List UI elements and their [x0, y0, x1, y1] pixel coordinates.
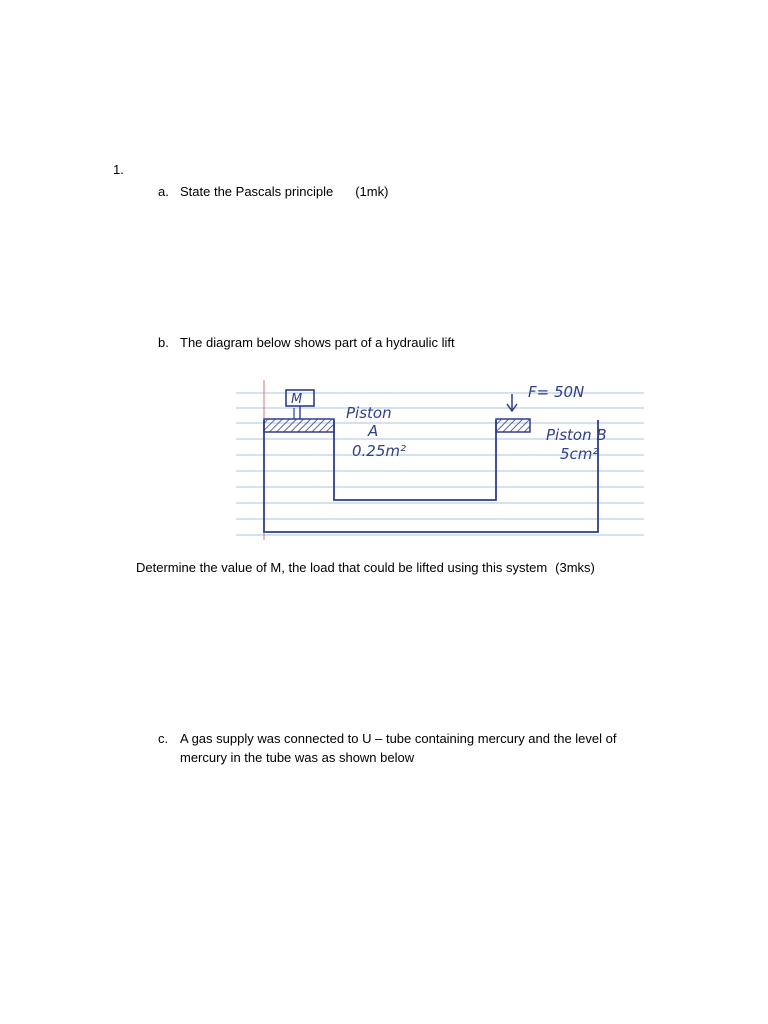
determine-marks: (3mks): [555, 560, 595, 575]
part-c-line2: mercury in the tube was as shown below: [180, 750, 415, 765]
part-b-question: [136, 560, 595, 575]
part-a-marks: (1mk): [355, 184, 389, 199]
piston-b-label: Piston B: [546, 426, 607, 444]
piston-a-area: 0.25m²: [352, 442, 407, 460]
piston-a-letter: A: [368, 422, 379, 440]
part-c-letter: c.: [158, 731, 169, 746]
part-b: [158, 335, 455, 350]
paper-lines: [236, 393, 644, 535]
determine-text: Determine the value of M, the load that could be lifted using this system: [136, 560, 548, 575]
part-a-letter: a.: [158, 184, 169, 199]
question-number: 1.: [113, 162, 124, 177]
part-b-text: The diagram below shows part of a hydraulic lift: [180, 335, 455, 350]
part-c-line1: A gas supply was connected to U – tube containing mercury and the level of: [180, 731, 617, 746]
part-c: [158, 731, 616, 746]
piston-b: [496, 419, 530, 432]
piston-b-area: 5cm²: [560, 445, 599, 463]
piston-a: [264, 419, 334, 432]
piston-a-label: Piston: [346, 404, 392, 422]
load-label: M: [291, 392, 303, 407]
part-a-text: State the Pascals principle: [180, 184, 334, 199]
force-label: F= 50N: [528, 383, 585, 401]
part-b-letter: b.: [158, 335, 169, 350]
part-a: [158, 184, 388, 199]
hydraulic-lift-diagram: [236, 380, 644, 540]
